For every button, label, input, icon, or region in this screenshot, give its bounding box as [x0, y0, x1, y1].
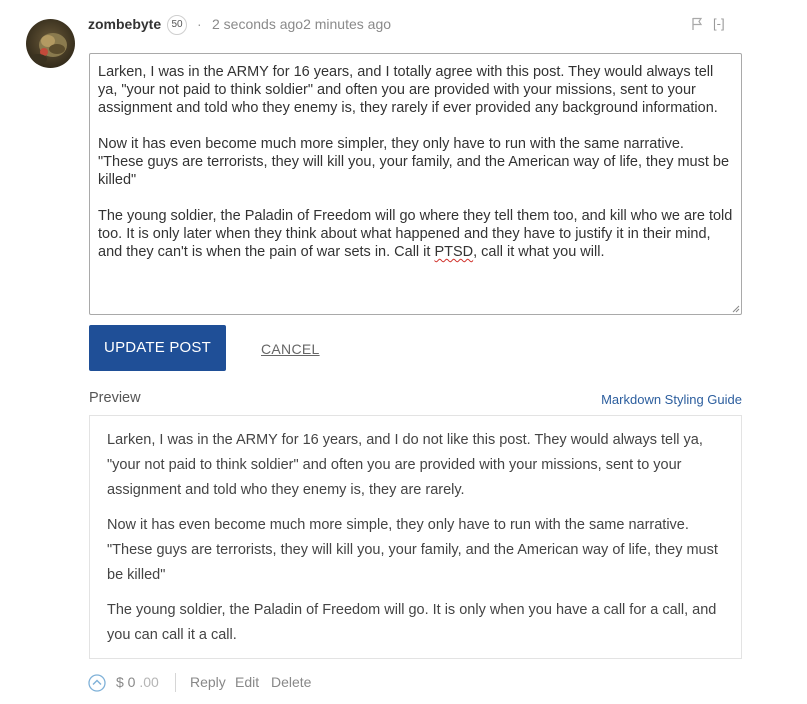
- preview-paragraph: The young soldier, the Paladin of Freedom will go. It is only when you have a call for a call, and you can call it a call.: [107, 602, 717, 643]
- comment-footer: [88, 672, 488, 692]
- cancel-button[interactable]: CANCEL: [261, 341, 320, 357]
- username-link[interactable]: zombebyte: [88, 16, 162, 32]
- editor-paragraph: Now it has even become much more simpler, they only have to run with the same narrative. "These guys are terrorists, they will kill you, your family, and the American way of life, they must be killed": [98, 136, 730, 188]
- meta-separator: ·: [197, 16, 202, 32]
- footer-divider: [175, 673, 176, 692]
- reputation-badge: 50: [167, 15, 187, 35]
- tip-cents: .00: [139, 674, 159, 690]
- markdown-guide-link[interactable]: Markdown Styling Guide: [601, 392, 742, 407]
- preview-panel: [89, 415, 742, 659]
- editor-paragraph: Larken, I was in the ARMY for 16 years, and I totally agree with this post. They would always tell ya, "your not paid to think soldier" and often you are provided with your missions, sent to your assignment and told who they enemy is, they rarely if ever provided any background information.: [98, 64, 718, 116]
- tip-amount: [116, 672, 159, 692]
- collapse-toggle[interactable]: [-]: [713, 16, 725, 31]
- editor-text: , call it what you will.: [473, 244, 605, 260]
- preview-label: Preview: [89, 390, 141, 406]
- preview-paragraph: Larken, I was in the ARMY for 16 years, and I do not like this post. They would always tell ya, "your not paid to think soldier" and often you are provided with your missions, sent to your assignment and told who they enemy is, they are rarely.: [107, 432, 703, 498]
- editor-text: The young soldier, the Paladin of Freedom will go where they tell them too, and kill who we are told too. It is only later when they think about what happened and they have to justify it in their mind, and they can't is when the pain of war sets in. Call it: [98, 208, 733, 260]
- update-post-button[interactable]: UPDATE POST: [89, 325, 226, 371]
- flag-icon[interactable]: [691, 17, 703, 31]
- timestamp[interactable]: 2 seconds ago2 minutes ago: [212, 16, 392, 32]
- tip-dollars: $ 0: [116, 674, 136, 690]
- avatar[interactable]: [26, 19, 75, 68]
- upvote-chevron-icon[interactable]: [88, 674, 106, 692]
- reply-link[interactable]: Reply: [190, 674, 226, 690]
- delete-link[interactable]: Delete: [271, 674, 312, 690]
- spellcheck-flagged-word[interactable]: PTSD: [434, 244, 474, 260]
- comment-header: [88, 14, 748, 34]
- edit-link[interactable]: Edit: [235, 674, 260, 690]
- comment-edit-textarea[interactable]: [89, 53, 742, 315]
- preview-paragraph: Now it has even become much more simple, they only have to run with the same narrative. "These guys are terrorists, they will kill you, your family, and the American way of life, they must be killed": [107, 517, 718, 583]
- resize-handle-icon[interactable]: [731, 304, 740, 313]
- editor-paragraph: [98, 207, 733, 261]
